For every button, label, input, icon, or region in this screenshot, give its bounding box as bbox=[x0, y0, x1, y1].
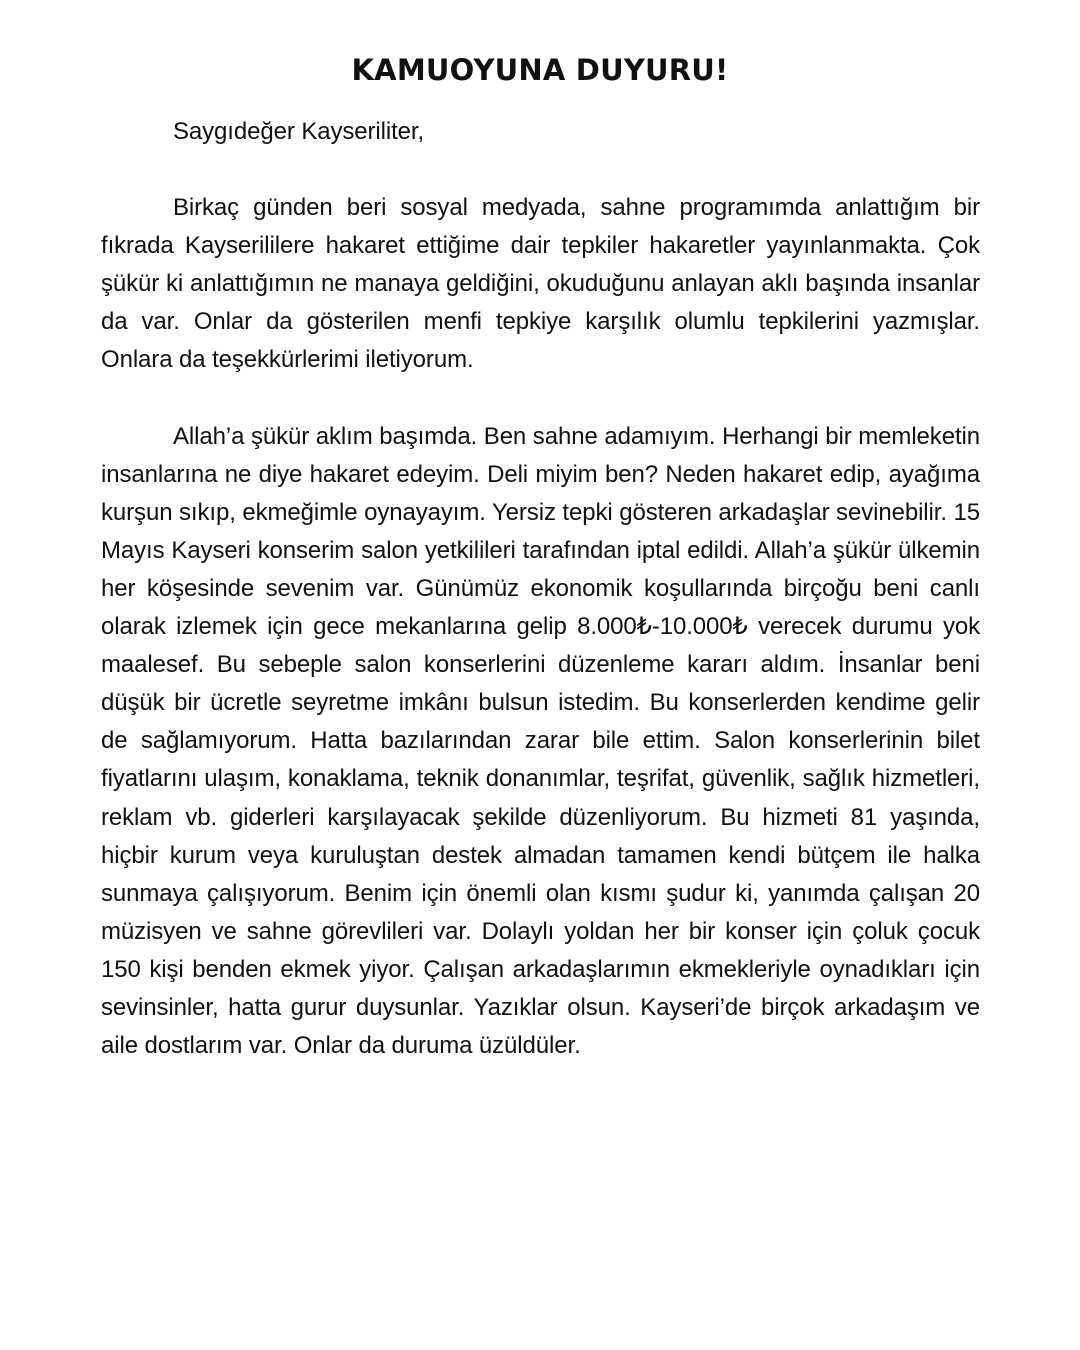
paragraph-1: Birkaç günden beri sosyal medyada, sahne programımda anlattığım bir fıkrada Kayserililere hakaret ettiğime dair tepkiler hakaretler yayınlanmakta. Çok şükür ki anlattığımın ne manaya geldiğini, okuduğunu anlayan aklı başında insanlar da var. Onlar da gösterilen menfi tepkiye karşılık olumlu tepkilerini yazmışlar. Onlara da teşekkürlerimi iletiyorum. bbox=[101, 194, 980, 374]
page-title: KAMUOYUNA DUYURU! bbox=[351, 53, 729, 87]
salutation: Saygıdeğer Kayseriliter, bbox=[173, 118, 425, 145]
paragraph-2: Allah’a şükür aklım başımda. Ben sahne adamıyım. Herhangi bir memleketin insanlarına ne diye hakaret edeyim. Deli miyim ben? Neden hakaret edip, ayağıma kurşun sıkıp, ekmeğimle oynayayım. Yersiz tepki gösteren arkadaşlar sevinebilir. 15 Mayıs Kayseri konserim salon yetkilileri tarafından iptal edildi. Allah’a şükür ülkemin her köşesinde sevenim var. Günümüz ekonomik koşullarında birçoğu beni canlı olarak izlemek için gece mekanlarına gelip 8.000₺-10.000₺ verecek durumu yok maalesef. Bu sebeple salon konserlerini düzenleme kararı aldım. İnsanlar beni düşük bir ücretle seyretme imkânı bulsun istedim. Bu konserlerden kendime gelir de sağlamıyorum. Hatta bazılarından zarar bile ettim. Salon konserlerinin bilet fiyatlarını ulaşım, konaklama, teknik donanımlar, teşrifat, güvenlik, sağlık hizmetleri, reklam vb. giderleri karşılayacak şekilde düzenliyorum. Bu hizmeti 81 yaşında, hiçbir kurum veya kuruluştan destek almadan tamamen kendi bütçem ile halka sunmaya çalışıyorum. Benim için önemli olan kısmı şudur ki, yanımda çalışan 20 müzisyen ve sahne görevlileri var. Dolaylı yoldan her bir konser için çoluk çocuk 150 kişi benden ekmek yiyor. Çalışan arkadaşlarımın ekmekleriyle oynadıkları için sevinsinler, hatta gurur duysunlar. Yazıklar olsun. Kayseri’de birçok arkadaşım ve aile dostlarım var. Onlar da duruma üzüldüler. bbox=[101, 422, 980, 1060]
announcement-body bbox=[101, 113, 980, 1065]
